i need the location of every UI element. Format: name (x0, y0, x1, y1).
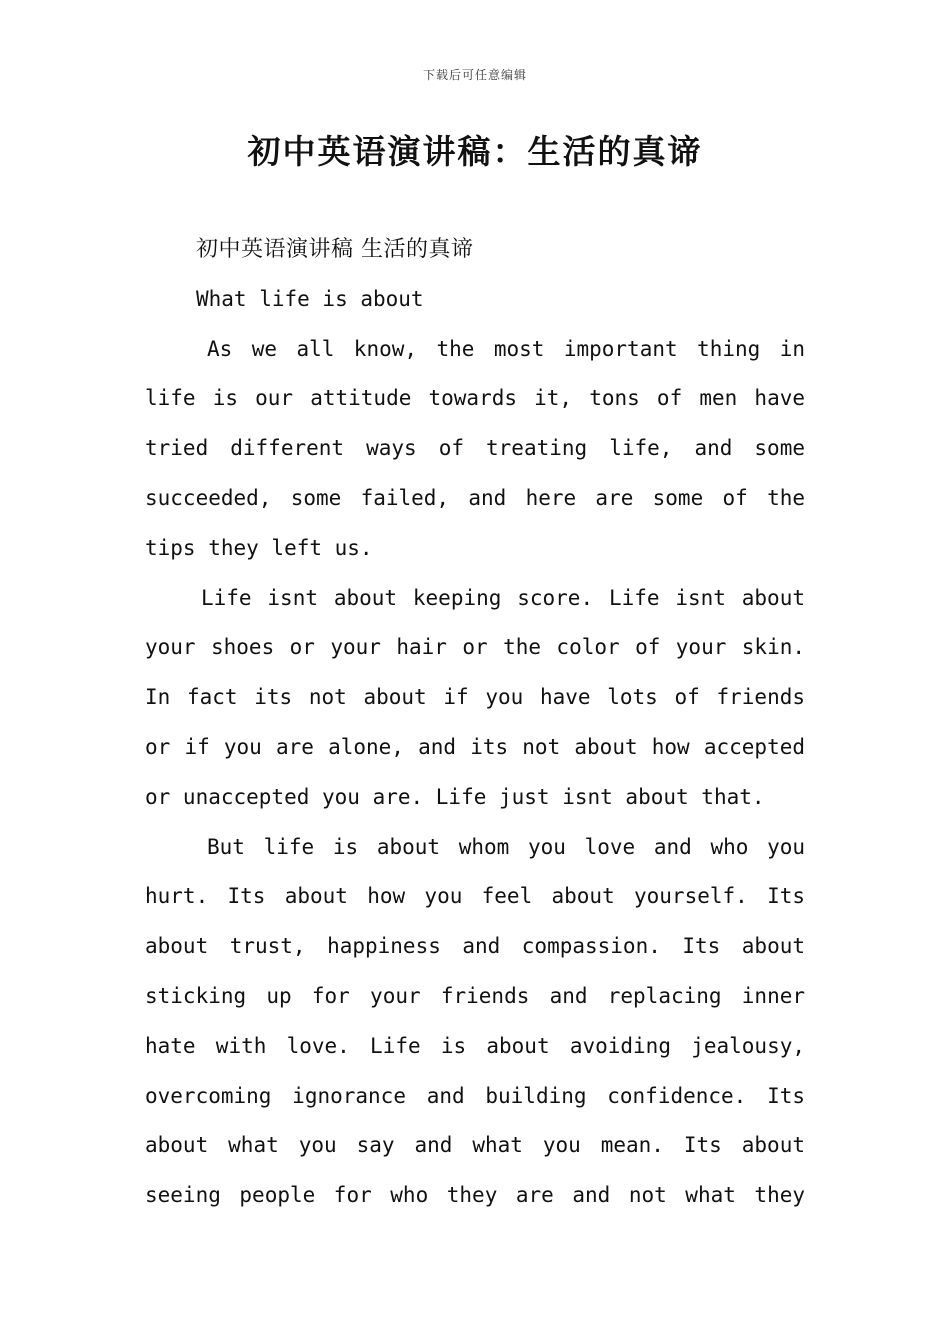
subtitle-english: What life is about (196, 286, 424, 311)
paragraph-line: or unaccepted you are. Life just isnt about that. (145, 784, 765, 809)
paragraph-line: or if you are alone, and its not about how accepted (145, 734, 805, 759)
header-note: 下载后可任意编辑 (422, 68, 527, 82)
paragraph-line: about trust, happiness and compassion. Its about (145, 934, 805, 959)
paragraph-line: your shoes or your hair or the color of your skin. (145, 635, 805, 660)
paragraph-line: overcoming ignorance and building confidence. Its (145, 1083, 805, 1108)
paragraph-line: tried different ways of treating life, and some (145, 436, 805, 461)
paragraph-3 (145, 823, 805, 1221)
paragraph-line: hate with love. Life is about avoiding jealousy, (145, 1033, 805, 1058)
paragraph-line: In fact its not about if you have lots of friends (145, 685, 805, 710)
document-title: 初中英语演讲稿：生活的真谛 (247, 132, 703, 171)
paragraph-1 (145, 325, 805, 574)
paragraph-line: sticking up for your friends and replacing inner (145, 983, 805, 1008)
document-body (145, 225, 805, 1221)
paragraph-line: seeing people for who they are and not what they (145, 1183, 805, 1208)
subtitle-chinese: 初中英语演讲稿 生活的真谛 (196, 237, 474, 262)
paragraph-line: succeeded, some failed, and here are some of the (145, 485, 805, 510)
paragraph-line: about what you say and what you mean. Its about (145, 1133, 805, 1158)
paragraph-line: Life isnt about keeping score. Life isnt about (201, 585, 805, 610)
paragraph-line: hurt. Its about how you feel about yourself. Its (145, 884, 805, 909)
paragraph-2 (145, 574, 805, 823)
paragraph-line: tips they left us. (145, 535, 373, 560)
paragraph-line: As we all know, the most important thing in (207, 336, 805, 361)
paragraph-line: life is our attitude towards it, tons of men have (145, 386, 805, 411)
paragraph-line: But life is about whom you love and who you (207, 834, 805, 859)
